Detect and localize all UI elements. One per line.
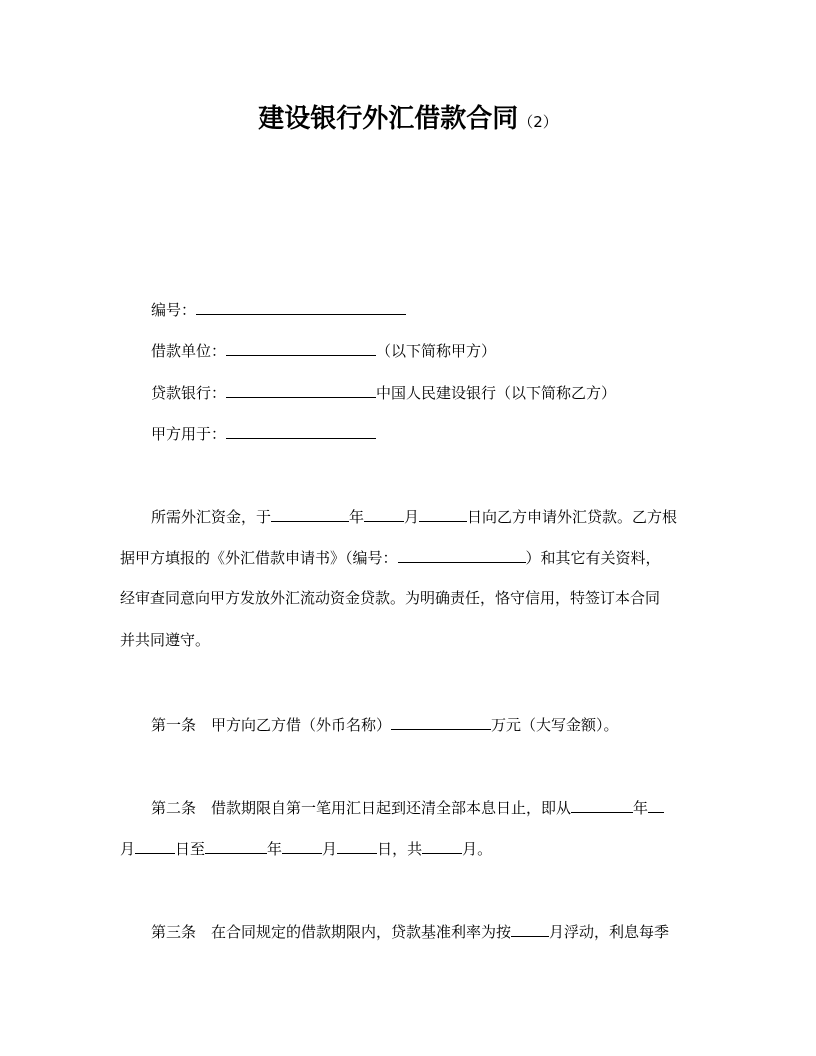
intro-line-2 [120,546,700,568]
article-1-label: 第一条 [151,716,197,734]
rate-period-blank[interactable] [511,920,549,937]
intro-text: 日向乙方申请外汇贷款。乙方根 [467,508,678,526]
start-day-blank[interactable] [135,837,175,854]
article-1-text: 甲方向乙方借（外币名称） [211,716,392,734]
intro-text: 据甲方填报的《外汇借款申请书》（编号： [120,549,398,567]
title-suffix: （2） [518,113,558,131]
lender-suffix: 中国人民建设银行（以下简称乙方） [376,384,617,402]
article-2-year-label: 年 [633,799,649,817]
article-2-text: 借款期限自第一笔用汇日起到还清全部本息日止，即从 [211,799,572,817]
number-blank[interactable] [196,298,406,315]
intro-line-4: 并共同遵守。 [120,631,211,649]
day-to-label: 日至 [175,840,206,858]
article-2-label: 第二条 [151,799,197,817]
title-main: 建设银行外汇借款合同 [258,104,519,134]
intro-text: 所需外汇资金，于 [151,508,272,526]
intro-year-blank[interactable] [271,505,349,522]
field-lender [151,381,700,403]
currency-amount-blank[interactable] [391,713,491,730]
intro-text: ）和其它有关资料， [525,549,661,567]
end-year-blank[interactable] [205,837,267,854]
article-2-line-2 [120,837,700,859]
month-label: 月 [120,840,136,858]
field-purpose [151,422,700,444]
intro-month-blank[interactable] [364,505,404,522]
end-day-blank[interactable] [337,837,377,854]
article-3-text: 月浮动，利息每季 [549,923,670,941]
article-1-text: 万元（大写金额）。 [491,716,619,734]
field-number [151,298,700,320]
article-2-line-1 [151,796,700,818]
borrower-blank[interactable] [226,339,376,356]
article-3-label: 第三条 [151,923,197,941]
article-1 [151,713,700,735]
article-3-text: 在合同规定的借款期限内，贷款基准利率为按 [211,923,512,941]
lender-blank[interactable] [226,381,376,398]
intro-year-label: 年 [349,508,365,526]
number-label: 编号： [151,301,197,319]
year-label: 年 [267,840,283,858]
day-total-label: 日，共 [377,840,423,858]
month-label: 月 [322,840,338,858]
intro-line-1 [151,505,700,527]
borrower-suffix: （以下简称甲方） [376,342,497,360]
intro-month-label: 月 [404,508,420,526]
application-number-blank[interactable] [398,546,526,563]
field-borrower [151,339,700,361]
article-3 [151,920,700,942]
end-month-blank[interactable] [282,837,322,854]
start-month-blank[interactable] [648,796,664,813]
lender-label: 贷款银行： [151,384,227,402]
borrower-label: 借款单位： [151,342,227,360]
start-year-blank[interactable] [571,796,633,813]
purpose-label: 甲方用于： [151,425,227,443]
total-months-blank[interactable] [422,837,462,854]
purpose-blank[interactable] [226,422,376,439]
months-label: 月。 [462,840,493,858]
intro-line-3: 经审查同意向甲方发放外汇流动资金贷款。为明确责任，恪守信用，特签订本合同 [120,589,661,607]
intro-day-blank[interactable] [419,505,467,522]
document-title [0,98,816,135]
